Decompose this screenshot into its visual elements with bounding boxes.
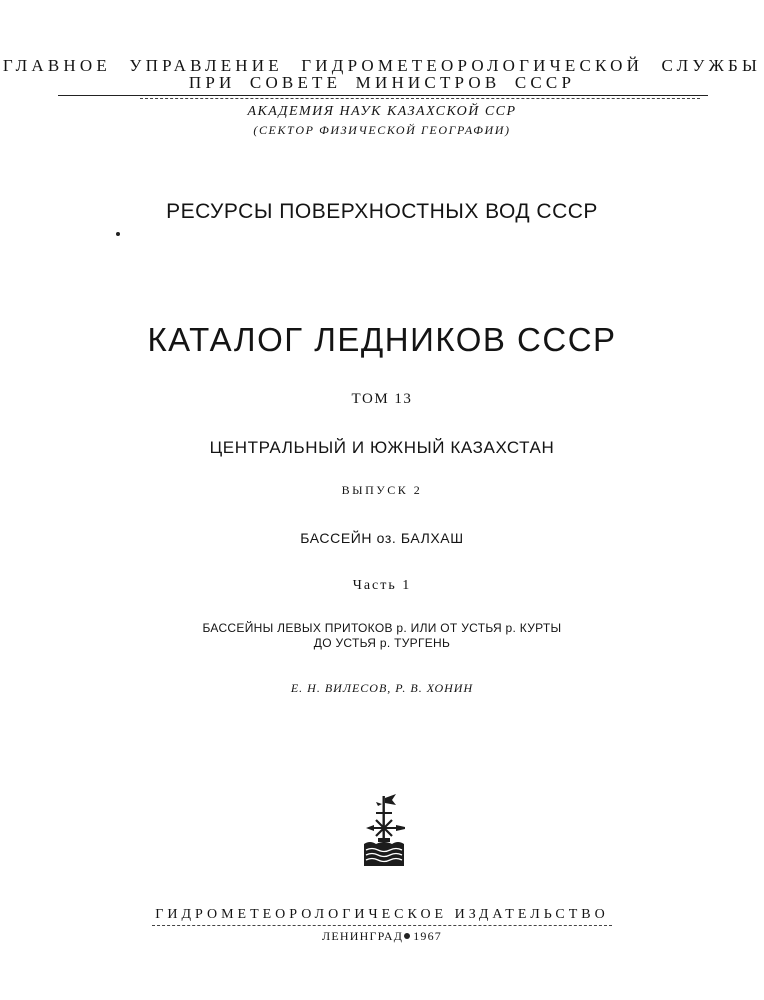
- organization-line-2: ПРИ СОВЕТЕ МИНИСТРОВ СССР: [188, 73, 576, 92]
- volume-number: ТОМ 13: [351, 391, 413, 407]
- weathervane-emblem-icon: [356, 792, 412, 870]
- publisher-name: ГИДРОМЕТЕОРОЛОГИЧЕСКОЕ ИЗДАТЕЛЬСТВО: [155, 907, 609, 922]
- publication-year: 1967: [413, 929, 442, 943]
- publisher-rule: [152, 925, 612, 926]
- region-title: ЦЕНТРАЛЬНЫЙ И ЮЖНЫЙ КАЗАХСТАН: [209, 438, 555, 457]
- header-rule: [58, 95, 708, 96]
- organization-line-1: ГЛАВНОЕ УПРАВЛЕНИЕ ГИДРОМЕТЕОРОЛОГИЧЕСКОЙ СЛУЖБЫ: [2, 56, 762, 75]
- header-rule-dashed: [140, 98, 700, 99]
- academy-sector: (СЕКТОР ФИЗИЧЕСКОЙ ГЕОГРАФИИ): [253, 123, 511, 137]
- issue-number: ВЫПУСК 2: [341, 483, 423, 497]
- subtitle-line-2: ДО УСТЬЯ р. ТУРГЕНЬ: [313, 636, 451, 650]
- academy-name: АКАДЕМИЯ НАУК КАЗАХСКОЙ ССР: [247, 104, 517, 119]
- subtitle-line-1: БАССЕЙНЫ ЛЕВЫХ ПРИТОКОВ р. ИЛИ ОТ УСТЬЯ р. КУРТЫ: [202, 621, 562, 635]
- part-number: Часть 1: [352, 578, 412, 593]
- publication-city: ЛЕНИНГРАД: [321, 929, 404, 943]
- print-speck: [116, 232, 120, 236]
- imprint: [0, 930, 764, 942]
- main-title: КАТАЛОГ ЛЕДНИКОВ СССР: [147, 321, 617, 358]
- series-title: РЕСУРСЫ ПОВЕРХНОСТНЫХ ВОД СССР: [166, 200, 598, 223]
- authors: Е. Н. ВИЛЕСОВ, Р. В. ХОНИН: [290, 681, 474, 695]
- basin-title: БАССЕЙН оз. БАЛХАШ: [300, 530, 464, 546]
- bullet-separator: [404, 933, 410, 939]
